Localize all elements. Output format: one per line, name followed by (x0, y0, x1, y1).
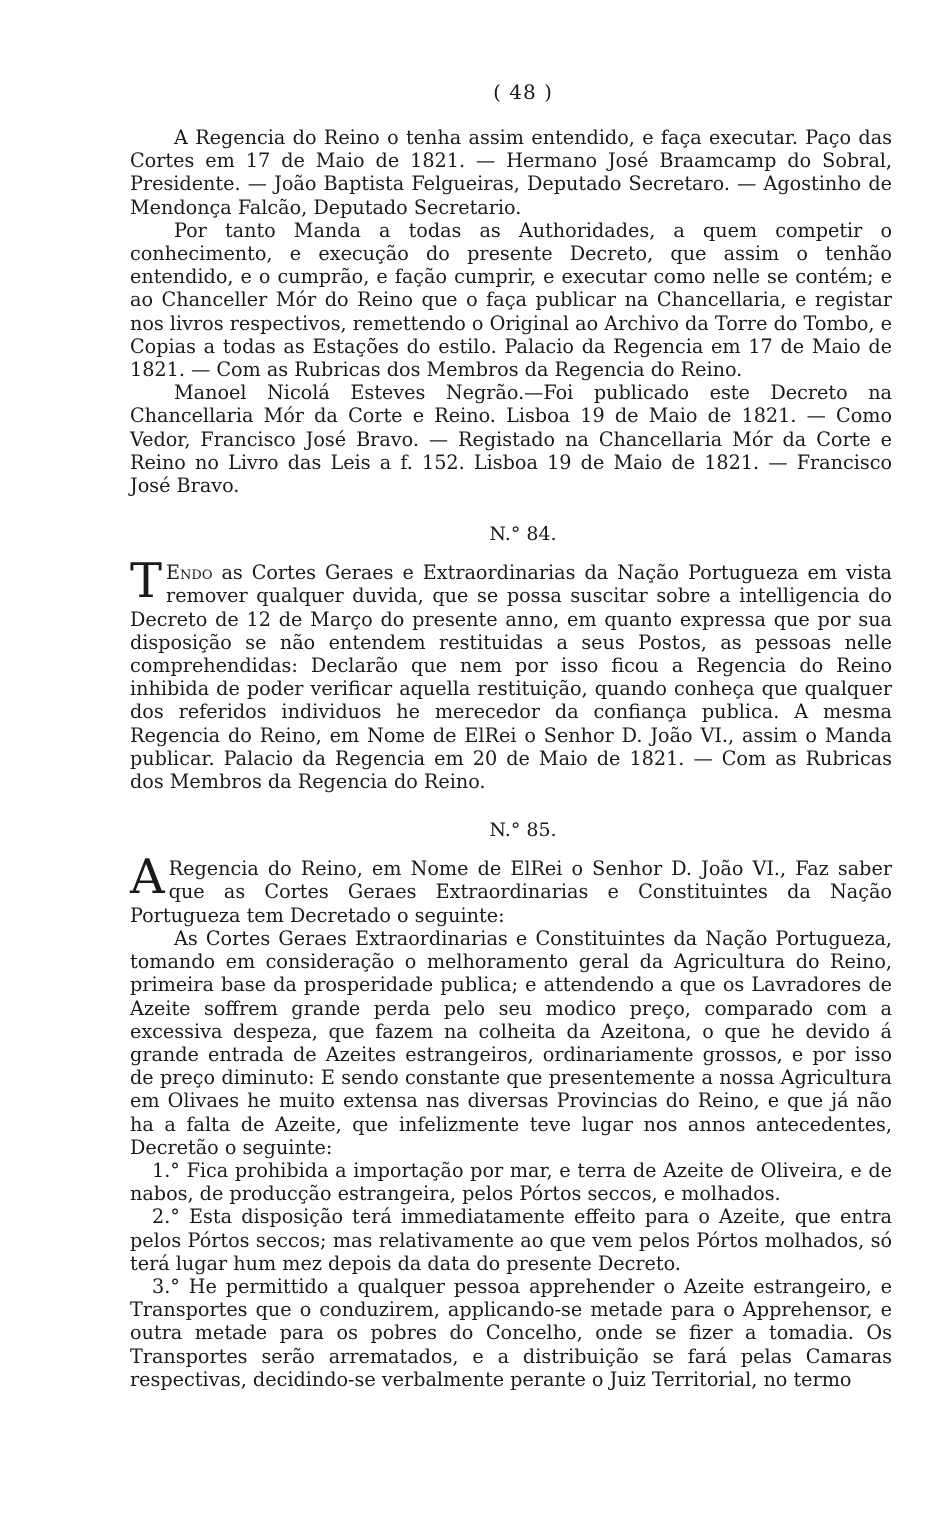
decree-85-dropcap: A (130, 849, 165, 906)
decree-84-body (130, 553, 892, 794)
decree-85-preamble: As Cortes Geraes Extraordinarias e Constituintes da Nação Portugueza, tomando em consideração o melhoramento geral da Agricultura do Reino, primeira base da prosperidade publica; e attendendo a que os Lavradores de Azeite soffrem grande perda pelo seu modico preço, comparado com a excessiva despeza, que fazem na colheita da Azeitona, o que he devido á grande entrada de Azeites estrangeiros, ordinariamente grossos, e por isso de preço diminuto: E sendo constante que presentemente a nossa Agricultura em Olivaes he muito extensa nas diversas Provincias do Reino, e que já não ha a falta de Azeite, que infelizmente teve lugar nos annos antecedentes, Decretão o seguinte: (130, 926, 892, 1159)
decree-84-lead-word: Endo (166, 561, 213, 585)
decree-85-article-1: 1.° Fica prohibida a importação por mar, e terra de Azeite de Oliveira, e de nabos, de producção estrangeira, pelos Pórtos seccos, e molhados. (130, 1158, 892, 1206)
page-number: ( 48 ) (493, 80, 553, 104)
regencia-order-paragraph: Por tanto Manda a todas as Authoridades, a quem competir o conhecimento, e execução do presente Decreto, que assim o tenhão entendido, e o cumprão, e fação cumprir, e executar como nelle se contém; e ao Chanceller Mór do Reino que o faça publicar na Chancellaria, e registar nos livros respectivos, remettendo o Original ao Archivo da Torre do Tombo, e Copias a todas as Estações do estilo. Palacio da Regencia em 17 de Maio de 1821. — Com as Rubricas dos Membros da Regencia do Reino. (130, 218, 892, 382)
document-page (130, 78, 892, 1498)
chancellaria-registration-paragraph: Manoel Nicolá Esteves Negrão.—Foi publicado este Decreto na Chancellaria Mór da Corte e Reino. Lisboa 19 de Maio de 1821. — Como Vedor, Francisco José Bravo. — Registado na Chancellaria Mór da Corte e Reino no Livro das Leis a f. 152. Lisboa 19 de Maio de 1821. — Francisco José Bravo. (130, 381, 892, 498)
decree-84-heading: N.° 84. (489, 523, 557, 546)
decree-85-intro-text: Regencia do Reino, em Nome de ElRei o Senhor D. João VI., Faz saber que as Cortes Geraes Extraordinarias e Constituintes da Nação Portugueza tem Decretado o seguinte: (130, 857, 892, 927)
decree-84-dropcap: T (130, 553, 163, 610)
decree-85-heading: N.° 85. (489, 819, 557, 842)
decree-84-text: as Cortes Geraes e Extraordinarias da Nação Portugueza em vista remover qualquer duvida, que se possa suscitar sobre a intelligencia do Decreto de 12 de Março do presente anno, em quanto expressa que por sua disposição se não entendem restituidas a seus Postos, as pessoas nelle comprehendidas: Declarão que nem por isso ficou a Regencia do Reino inhibida de poder verificar aquella restituição, quando conheça que qualquer dos referidos individuos he merecedor da confiança publica. A mesma Regencia do Reino, em Nome de ElRei o Senhor D. João VI., assim o Manda publicar. Palacio da Regencia em 20 de Maio de 1821. — Com as Rubricas dos Membros da Regencia do Reino. (130, 561, 892, 794)
decree-85-intro (130, 849, 892, 927)
decree-85-article-2: 2.° Esta disposição terá immediatamente effeito para o Azeite, que entra pelos Pórtos seccos; mas relativamente ao que vem pelos Pórtos molhados, só terá lugar hum mez depois da data do presente Decreto. (130, 1205, 892, 1275)
decree-85-article-3: 3.° He permittido a qualquer pessoa apprehender o Azeite estrangeiro, e Transportes que o conduzirem, applicando-se metade para o Apprehensor, e outra metade para os pobres do Concelho, onde se fizer a tomadia. Os Transportes serão arrematados, e a distribuição se fará pelas Camaras respectivas, decidindo-se verbalmente perante o Juiz Territorial, no termo (130, 1274, 892, 1391)
closing-paragraph-cortes: A Regencia do Reino o tenha assim entendido, e faça executar. Paço das Cortes em 17 de Maio de 1821. — Hermano José Braamcamp do Sobral, Presidente. — João Baptista Felgueiras, Deputado Secretaro. — Agostinho de Mendonça Falcão, Deputado Secretario. (130, 126, 892, 219)
